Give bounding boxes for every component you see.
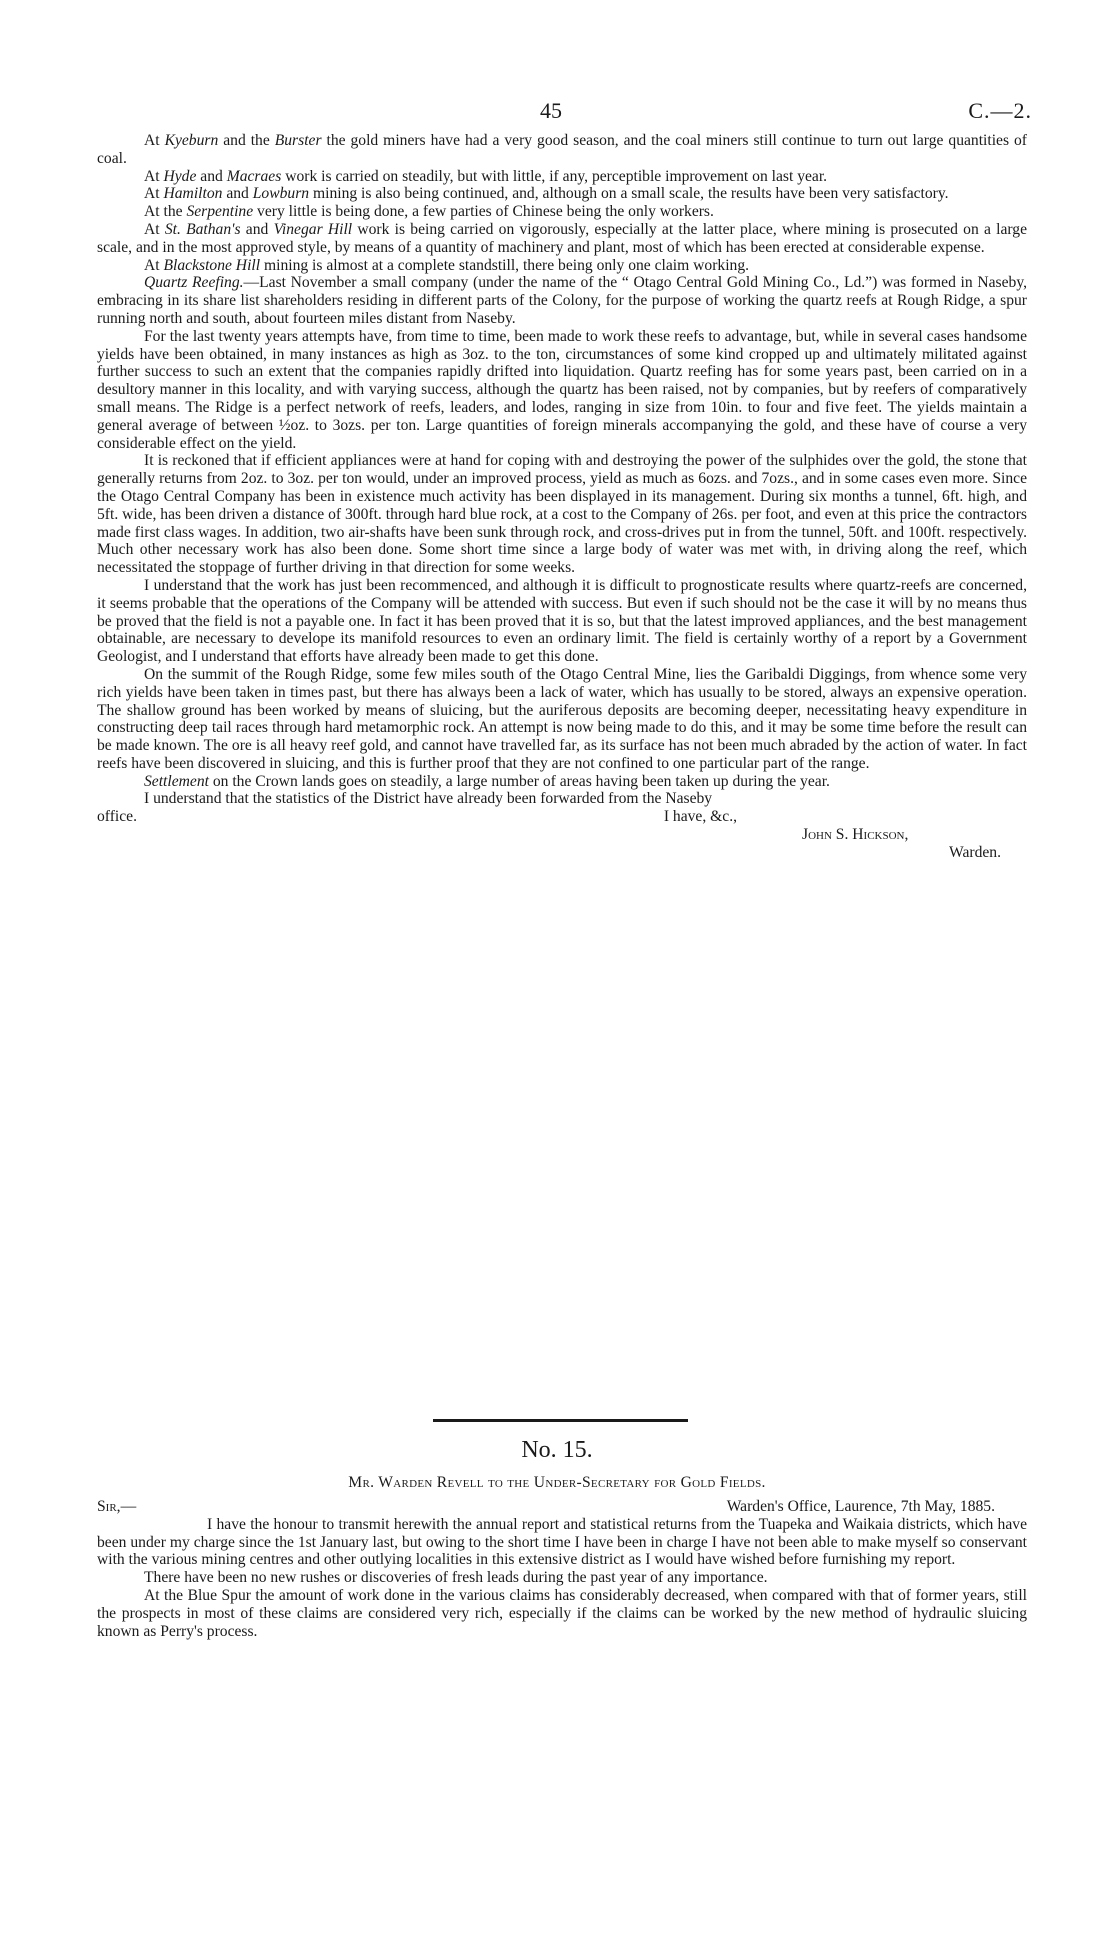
paragraph-blackstone-hill: At Blackstone Hill mining is almost at a complete standstill, there being only one claim working. [144, 256, 750, 274]
salutation: Sir,— [97, 1498, 137, 1515]
paragraph-hyde: At Hyde and Macraes work is carried on steadily, but with little, if any, perceptible improvement on last year. [144, 167, 828, 185]
paragraph-hamilton: At Hamilton and Lowburn mining is also being continued, and, although on a small scale, the results have been very satisfactory. [144, 185, 949, 203]
letter-number-heading: No. 15. [521, 1437, 593, 1463]
paragraph-kyeburn: At Kyeburn and the Burster the gold miners have had a very good season, and the coal miners still continue to turn out large quantities of coal. [97, 132, 1027, 167]
paragraph-st-bathans: At St. Bathan's and Vinegar Hill work is being carried on vigorously, especially at the latter place, where mining is prosecuted on a large scale, and in the most approved style, by means of a quantity of machinery and plant, most of which has been erected at considerable expense. [97, 220, 1028, 256]
place-name: Vinegar Hill [273, 220, 353, 238]
paragraph-statistics-end: office. [97, 808, 137, 826]
paragraph-twenty-years: For the last twenty years attempts have, from time to time, been made to work these reefs to advantage, but, while in several cases handsome yields have been obtained, in many instances as high as 3oz. to the ton, circumstances of some kind cropped up and ultimately militated against further success to such an extent that the companies rapidly drifted into liquidation. Quartz reefing has for some years past, been carried on in a desultory manner in this locality, and with varying success, although the quartz has been raised, not by companies, but by reefers of comparatively small means. The Ridge is a perfect network of reefs, leaders, and lodes, ranging in size from 10in. to four and five feet. The yields maintain a general average of between ½oz. to 3ozs. per ton. Large quantities of foreign minerals accompanying the gold, and these have of course a very considerable effect on the yield. [97, 327, 1027, 452]
paragraph-settlement: Settlement on the Crown lands goes on steadily, a large number of areas having been taken up during the year. [144, 772, 830, 790]
place-name: Kyeburn [164, 132, 219, 149]
signature-name: John S. Hickson, [802, 826, 909, 844]
closing-line [97, 808, 1027, 826]
paragraph-no-new-rushes: There have been no new rushes or discoveries of fresh leads during the past year of any importance. [144, 1569, 768, 1587]
paragraph-work-recommenced: I understand that the work has just been recommenced, and although it is difficult to prognosticate results where quartz-reefs are concerned, it seems probable that the operations of the Company will be attended with success. But even if such should not be the case it will by no means thus be proved that the field is not a payable one. In fact it has been proved that it is so, but that the latest improved appliances, and the best management obtainable, are necessary to develope its manifold resources to even an ordinary limit. The field is certainly worthy of a report by a Government Geologist, and I understand that efforts have already been made to get this done. [97, 576, 1027, 666]
place-name: Serpentine [186, 203, 254, 221]
place-name: Hyde [163, 167, 197, 185]
warden-report [97, 132, 1027, 862]
paragraph-transmit: I have the honour to transmit herewith the annual report and statistical returns from the Tuapeka and Waikaia districts, which have been under my charge since the 1st January last, but owing to the short time I have been in charge I have not been able to make myself so conservant with the various mining centres and other outlying localities in this extensive district as I would have wished before furnishing my report. [97, 1515, 1027, 1569]
paragraph-statistics: I understand that the statistics of the District have already been forwarded from the Naseby [144, 790, 713, 808]
place-name: St. Bathan's [164, 220, 241, 238]
place-name: Burster [274, 132, 322, 149]
paragraph-serpentine: At the Serpentine very little is being done, a few parties of Chinese being the only workers. [144, 203, 714, 221]
place-name: Macraes [226, 167, 282, 185]
warden-letter [97, 1498, 1027, 1640]
page-number: 45 [540, 98, 562, 123]
paragraph-blue-spur: At the Blue Spur the amount of work done in the various claims has considerably decreased, when compared with that of former years, still the prospects in most of these claims are considered very rich, especially if the claims can be worked by the new method of hydraulic sluicing known as Perry's process. [97, 1586, 1027, 1640]
place-name: Lowburn [252, 185, 310, 203]
salutation-row [97, 1498, 1027, 1516]
paragraph-quartz-reefing: Quartz Reefing.—Last November a small company (under the name of the “ Otago Central Gold Mining Co., Ld.”) was formed in Naseby, embracing in its share list shareholders residing in different parts of the Colony, for the purpose of working the quartz reefs at Rough Ridge, a spur running north and south, about fourteen miles distant from Naseby. [97, 274, 1028, 327]
section-divider [433, 1419, 688, 1422]
dateline: Warden's Office, Laurence, 7th May, 1885. [726, 1498, 995, 1515]
page-header [0, 98, 1114, 128]
place-name: Hamilton [163, 185, 223, 203]
closing-formula: I have, &c., [663, 808, 737, 826]
paragraph-efficient-appliances: It is reckoned that if efficient appliances were at hand for coping with and destroying the power of the sulphides over the gold, the stone that generally returns from 2oz. to 3oz. per ton would, under an improved process, yield as much as 6ozs. and 7ozs., and in some cases even more. Since the Otago Central Company has been in existence much activity has been displayed in its management. During six months a tunnel, 6ft. high, and 5ft. wide, has been driven a distance of 300ft. through hard blue rock, at a cost to the Company of 26s. per foot, and even at this price the contractors made first class wages. In addition, two air-shafts have been sunk through rock, and cross-drives put in from the tunnel, 50ft. and 100ft. respectively. Much other necessary work has also been done. Some short time since a large body of water was met with, in driving along the reef, which necessitated the stoppage of further driving in that direction for some weeks. [97, 452, 1027, 577]
paragraph-rough-ridge: On the summit of the Rough Ridge, some few miles south of the Otago Central Mine, lies the Garibaldi Diggings, from whence some very rich yields have been taken in times past, but there has always been a lack of water, which has usually to be stored, always an expensive operation. The shallow ground has been worked by means of sluicing, but the auriferous deposits are becoming deeper, necessitating heavy expenditure in constructing deep tail races through hard metamorphic rock. An attempt is now being made to do this, and it may be some time before the result can be made known. The ore is all heavy reef gold, and cannot have travelled far, as its surface has not been much abraded by the action of water. In fact reefs have been discovered in sluicing, and this is further proof that they are not confined to one particular part of the range. [97, 665, 1027, 772]
section-heading-quartz-reefing: Quartz Reefing. [144, 274, 244, 292]
signature-title: Warden. [949, 843, 1001, 861]
letter-subtitle: Mr. Warden Revell to the Under-Secretary for Gold Fields. [348, 1474, 766, 1491]
place-name: Blackstone Hill [163, 256, 261, 274]
section-heading-settlement: Settlement [144, 772, 209, 790]
document-code: C.—2. [968, 98, 1032, 123]
